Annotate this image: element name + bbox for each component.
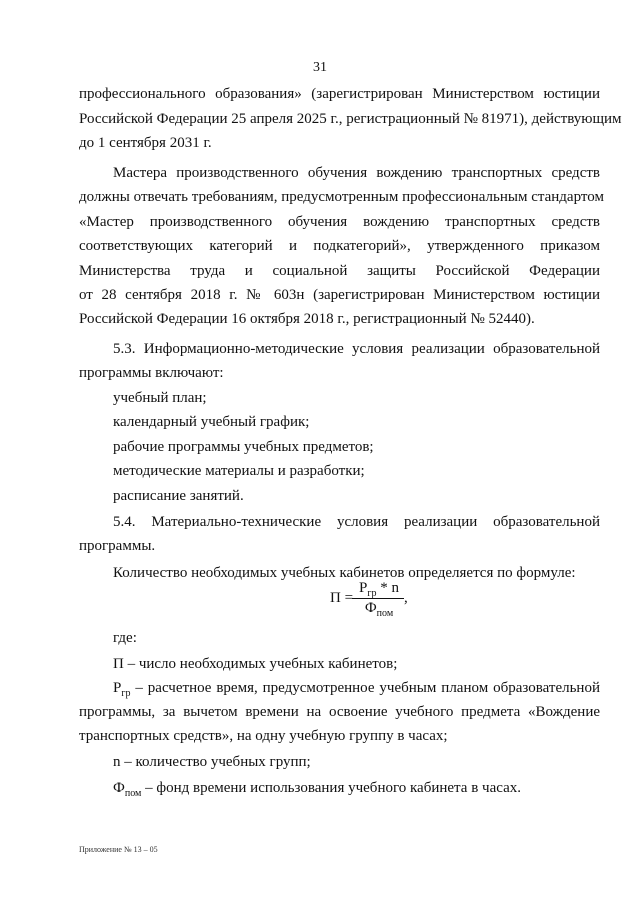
text-line: до 1 сентября 2031 г.	[79, 135, 212, 151]
text-line: где:	[113, 630, 137, 646]
rgr-symbol: Р	[113, 680, 122, 696]
formula-fraction-bar	[352, 598, 404, 599]
text-line: Российской Федерации 25 апреля 2025 г., регистрационный № 81971), действующим	[79, 111, 622, 127]
rgr-text: – расчетное время, предусмотренное учебным планом образовательной	[130, 680, 600, 696]
rgr-definition	[113, 678, 600, 698]
text-line: методические материалы и разработки;	[113, 463, 365, 479]
text-line: 5.3. Информационно-методические условия реализации образовательной	[113, 341, 600, 357]
formula-den-symbol: Ф	[364, 600, 377, 616]
formula-numerator	[354, 580, 404, 597]
text-line: Министерства труда и социальной защиты Российской Федерации	[79, 263, 600, 279]
fpom-text: – фонд времени использования учебного кабинета в часах.	[141, 780, 521, 796]
text-line: от 28 сентября 2018 г. № 603н (зарегистрирован Министерством юстиции	[79, 287, 600, 303]
rgr-subscript: гр	[121, 688, 131, 699]
fpom-definition	[113, 778, 600, 798]
text-line: программы.	[79, 538, 156, 554]
text-line: П – число необходимых учебных кабинетов;	[113, 656, 398, 672]
text-line: n – количество учебных групп;	[113, 754, 311, 770]
text-line: учебный план;	[113, 390, 207, 406]
formula	[330, 580, 430, 620]
text-line: календарный учебный график;	[113, 414, 310, 430]
text-line: Мастера производственного обучения вождению транспортных средств	[113, 165, 600, 181]
text-line: должны отвечать требованиям, предусмотренным профессиональным стандартом	[79, 189, 604, 205]
formula-lhs: П =	[330, 590, 354, 606]
text-line: расписание занятий.	[113, 488, 244, 504]
text-line: Количество необходимых учебных кабинетов определяется по формуле:	[113, 565, 576, 581]
formula-comma: ,	[404, 590, 408, 606]
page-number: 31	[313, 60, 327, 75]
formula-num-symbol: Р	[359, 580, 368, 596]
formula-num-subscript: гр	[367, 588, 377, 599]
text-line: «Мастер производственного обучения вождению транспортных средств	[79, 214, 600, 230]
text-line: транспортных средств», на одну учебную группу в часах;	[79, 728, 448, 744]
text-line: соответствующих категорий и подкатегорий», утвержденного приказом	[79, 238, 600, 254]
text-line: профессионального образования» (зарегистрирован Министерством юстиции	[79, 86, 600, 102]
fpom-subscript: пом	[124, 788, 142, 799]
text-line: 5.4. Материально-технические условия реализации образовательной	[113, 514, 600, 530]
formula-num-rest: * n	[376, 580, 399, 596]
text-line: программы, за вычетом времени на освоение учебного предмета «Вождение	[79, 704, 600, 720]
text-line: Российской Федерации 16 октября 2018 г., регистрационный № 52440).	[79, 311, 535, 327]
fpom-symbol: Ф	[113, 780, 125, 796]
formula-den-subscript: пом	[376, 608, 394, 619]
text-line: рабочие программы учебных предметов;	[113, 439, 374, 455]
page-footer: Приложение № 13 – 05	[79, 845, 158, 854]
text-line: программы включают:	[79, 365, 224, 381]
formula-denominator	[354, 600, 404, 617]
